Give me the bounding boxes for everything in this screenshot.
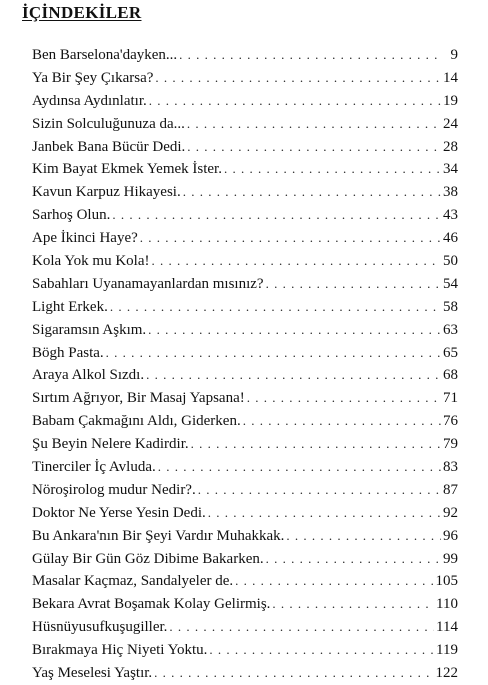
toc-entry xyxy=(32,502,458,525)
toc-entry-title: Sizin Solculuğunuza da... xyxy=(32,115,185,132)
toc-entry-title: Tinerciler İç Avluda. xyxy=(32,459,156,476)
toc-entry-title: Ben Barselona'dayken... xyxy=(32,47,178,63)
toc-entry-title: Araya Alkol Sızdı. xyxy=(32,367,145,384)
toc-entry xyxy=(32,456,458,479)
toc-entry xyxy=(32,639,458,662)
toc-entry-title: Gülay Bir Gün Göz Dibime Bakarken. xyxy=(32,550,264,567)
toc-entry-page-number: 38 xyxy=(443,184,458,201)
toc-entry-title: Sabahları Uyanamayanlardan mısınız? xyxy=(32,275,264,292)
toc-entry-page-number: 79 xyxy=(443,436,458,453)
toc-entry xyxy=(32,67,458,90)
toc-entry-page-number: 87 xyxy=(443,481,458,498)
toc-entry-page-number: 28 xyxy=(443,138,458,155)
dot-leader xyxy=(106,342,441,365)
toc-entry-title: Light Erkek. xyxy=(32,298,108,315)
toc-entry-title: Bögh Pasta. xyxy=(32,344,104,361)
toc-entry-page-number: 68 xyxy=(443,367,458,384)
dot-leader xyxy=(110,296,441,319)
toc-entry-title: Kim Bayat Ekmek Yemek İster. xyxy=(32,161,222,178)
dot-leader xyxy=(187,136,441,159)
toc-entry-page-number: 65 xyxy=(443,344,458,361)
toc-entry-page-number: 114 xyxy=(436,619,458,636)
dot-leader xyxy=(112,204,441,227)
toc-entry-title: Aydınsa Aydınlatır. xyxy=(32,92,147,109)
table-of-contents xyxy=(32,44,458,685)
toc-entry xyxy=(32,227,458,250)
toc-entry-page-number: 19 xyxy=(443,92,458,109)
toc-entry-title: Bırakmaya Hiç Niyeti Yoktu. xyxy=(32,642,208,659)
toc-entry xyxy=(32,387,458,410)
dot-leader xyxy=(158,456,441,479)
toc-entry xyxy=(32,525,458,548)
dot-leader xyxy=(146,364,441,387)
dot-leader xyxy=(191,433,441,456)
toc-entry xyxy=(32,662,458,685)
toc-entry xyxy=(32,548,458,571)
toc-entry xyxy=(32,342,458,365)
toc-entry-title: Sigaramsın Aşkım. xyxy=(32,321,147,338)
dot-leader xyxy=(235,570,433,593)
toc-entry xyxy=(32,364,458,387)
toc-entry xyxy=(32,296,458,319)
dot-leader xyxy=(169,616,434,639)
toc-entry xyxy=(32,158,458,181)
dot-leader xyxy=(243,410,441,433)
toc-entry-title: Masalar Kaçmaz, Sandalyeler de. xyxy=(32,573,234,590)
toc-entry-page-number: 54 xyxy=(443,275,458,292)
dot-leader xyxy=(247,387,441,410)
dot-leader xyxy=(183,181,441,204)
toc-entry-page-number: 119 xyxy=(436,642,458,659)
toc-entry xyxy=(32,90,458,113)
page-title: İÇİNDEKİLER xyxy=(22,3,142,22)
toc-entry-title: Ape İkinci Haye? xyxy=(32,230,138,247)
dot-leader xyxy=(286,525,441,548)
dot-leader xyxy=(155,67,441,90)
toc-entry xyxy=(32,136,458,159)
toc-entry-page-number: 122 xyxy=(435,665,458,682)
toc-entry xyxy=(32,593,458,616)
toc-entry xyxy=(32,616,458,639)
toc-entry-title: Nöroşirolog mudur Nedir?. xyxy=(32,481,196,498)
toc-entry xyxy=(32,44,458,67)
toc-entry-page-number: 99 xyxy=(443,550,458,567)
toc-entry xyxy=(32,319,458,342)
dot-leader xyxy=(272,593,434,616)
toc-entry xyxy=(32,433,458,456)
toc-entry-page-number: 24 xyxy=(443,115,458,132)
toc-entry-title: Babam Çakmağını Aldı, Giderken. xyxy=(32,413,241,430)
toc-entry-title: Hüsnüyusufkuşugiller. xyxy=(32,619,168,636)
dot-leader xyxy=(154,662,433,685)
toc-entry-title: Kavun Karpuz Hikayesi. xyxy=(32,184,181,201)
toc-entry xyxy=(32,570,458,593)
toc-entry xyxy=(32,113,458,136)
dot-leader xyxy=(152,250,441,273)
dot-leader xyxy=(198,479,441,502)
toc-entry-title: Bu Ankara'nın Bir Şeyi Vardır Muhakkak. xyxy=(32,527,285,544)
toc-entry xyxy=(32,479,458,502)
toc-entry xyxy=(32,204,458,227)
dot-leader xyxy=(148,319,441,342)
toc-entry-title: Kola Yok mu Kola! xyxy=(32,253,150,270)
toc-entry-page-number: 50 xyxy=(443,253,458,270)
toc-entry-page-number: 46 xyxy=(443,230,458,247)
dot-leader xyxy=(140,227,441,250)
toc-entry-page-number: 76 xyxy=(443,413,458,430)
toc-entry-page-number: 96 xyxy=(443,527,458,544)
toc-entry-page-number: 83 xyxy=(443,459,458,476)
dot-leader xyxy=(187,113,441,136)
dot-leader xyxy=(224,158,441,181)
toc-entry-page-number: 58 xyxy=(443,298,458,315)
toc-entry-page-number: 71 xyxy=(443,390,458,407)
toc-entry xyxy=(32,410,458,433)
toc-entry-page-number: 105 xyxy=(435,573,458,590)
dot-leader xyxy=(149,90,441,113)
toc-entry xyxy=(32,273,458,296)
toc-entry-title: Sarhoş Olun. xyxy=(32,207,111,224)
toc-entry-title: Ya Bir Şey Çıkarsa? xyxy=(32,69,154,86)
toc-entry-page-number: 43 xyxy=(443,207,458,224)
toc-entry-page-number: 14 xyxy=(443,69,458,86)
toc-entry-page-number: 34 xyxy=(443,161,458,178)
toc-entry-title: Yaş Meselesi Yaştır. xyxy=(32,665,153,682)
toc-entry-title: Janbek Bana Bücür Dedi. xyxy=(32,138,186,155)
toc-entry xyxy=(32,250,458,273)
dot-leader xyxy=(266,548,441,571)
dot-leader xyxy=(209,639,434,662)
dot-leader xyxy=(208,502,441,525)
toc-entry-title: Doktor Ne Yerse Yesin Dedi. xyxy=(32,504,206,521)
toc-entry xyxy=(32,181,458,204)
toc-entry-page-number: 9 xyxy=(450,47,458,63)
toc-entry-page-number: 110 xyxy=(436,596,458,613)
toc-entry-title: Şu Beyin Nelere Kadirdir. xyxy=(32,436,189,453)
dot-leader xyxy=(179,44,442,67)
toc-entry-page-number: 92 xyxy=(443,504,458,521)
dot-leader xyxy=(266,273,441,296)
toc-entry-title: Sırtım Ağrıyor, Bir Masaj Yapsana! xyxy=(32,390,245,407)
toc-entry-page-number: 63 xyxy=(443,321,458,338)
toc-entry-title: Bekara Avrat Boşamak Kolay Gelirmiş. xyxy=(32,596,271,613)
